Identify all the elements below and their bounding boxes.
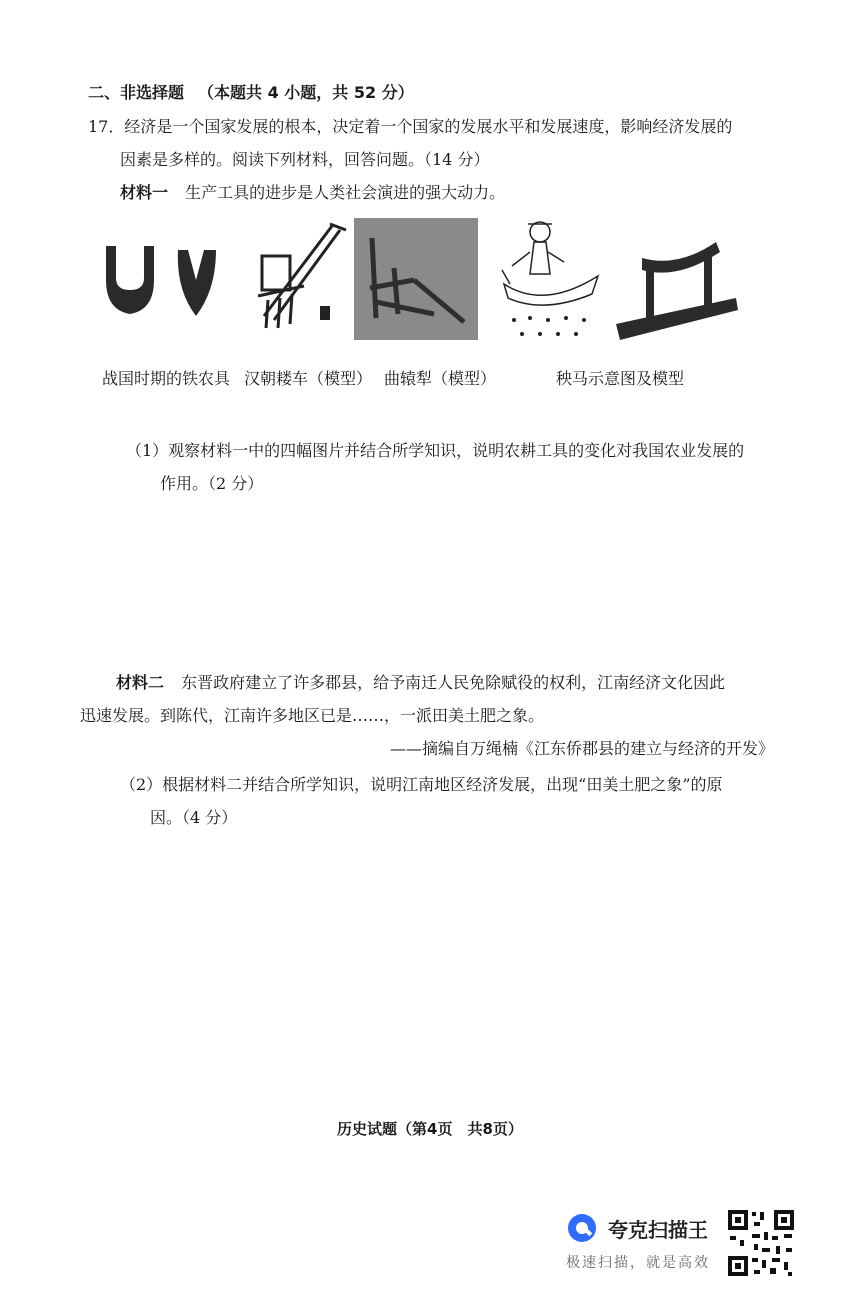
qr-code-icon [726,1208,796,1278]
material2-label: 材料二 [116,673,165,692]
material1-label: 材料一 [120,183,169,202]
scanner-logo-icon [566,1212,598,1244]
material2-source: ——摘编自万绳楠《江东侨郡县的建立与经济的开发》 [389,739,774,758]
sub1-line2: 作用。（2 分） [160,474,264,493]
iron-tools-image [100,240,230,320]
sub1-line1: （1）观察材料一中的四幅图片并结合所学知识，说明农耕工具的变化对我国农业发展的 [126,441,745,460]
caption-curved-plough: 曲辕犁（模型） [384,369,497,388]
seed-drill-image [244,216,348,336]
section-title-text: 二、非选择题 [88,83,185,102]
material1-text: 生产工具的进步是人类社会演进的强大动力。 [185,183,506,202]
caption-rice-horse: 秧马示意图及模型 [556,369,685,388]
page-footer: 历史试题（第4页 共8页） [337,1120,523,1138]
curved-plough-image [354,218,478,340]
caption-iron-tools: 战国时期的铁农具 [102,369,231,388]
section-title [88,80,414,103]
material2-line1 [116,670,725,693]
q17-stem-line1: 17．经济是一个国家发展的根本，决定着一个国家的发展水平和发展速度，影响经济发展的 [88,117,733,136]
rice-horse-drawing [494,214,608,344]
material2-text-line1: 东晋政府建立了许多郡县，给予南迁人民免除赋役的权利，江南经济文化因此 [181,673,726,692]
sub2-line1: （2）根据材料二并结合所学知识，说明江南地区经济发展，出现“田美土肥之象”的原 [120,775,723,794]
material2-line2: 迅速发展。到陈代，江南许多地区已是……，一派田美土肥之象。 [80,706,545,725]
material1 [120,180,505,203]
q17-stem-line2: 因素是多样的。阅读下列材料，回答问题。（14 分） [120,150,490,169]
sub2-line2: 因。（4 分） [150,808,238,827]
section-note: （本题共 4 小题，共 52 分） [198,83,414,102]
rice-horse-model-image [612,236,742,342]
caption-seed-drill: 汉朝耧车（模型） [244,369,373,388]
scanner-slogan: 极速扫描，就是高效 [566,1255,710,1271]
scanner-app-name: 夸克扫描王 [608,1218,708,1242]
